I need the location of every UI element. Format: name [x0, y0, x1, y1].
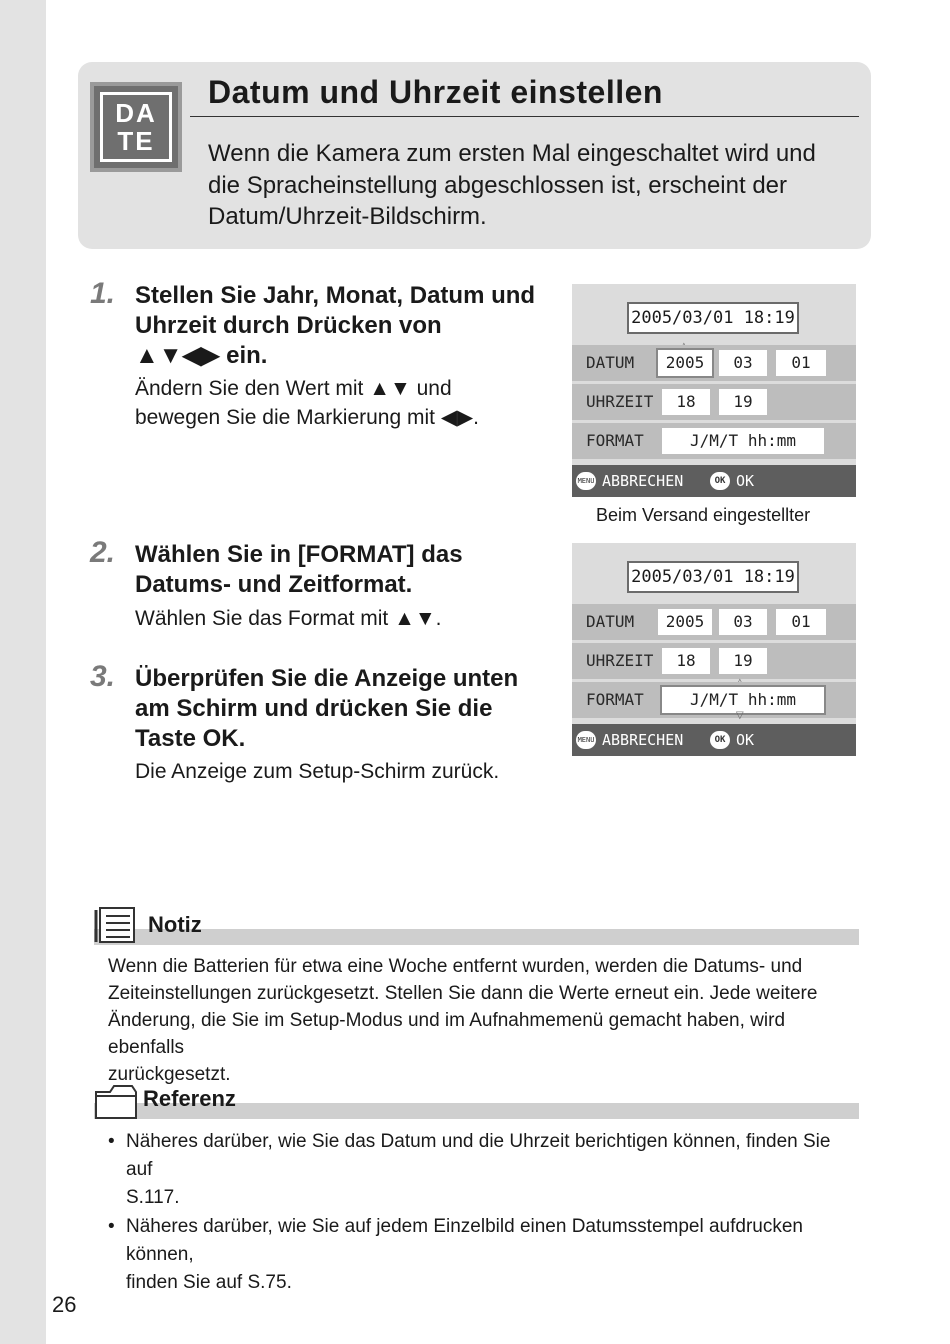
step-heading-line: am Schirm und drücken Sie die	[135, 695, 493, 722]
note-line: Änderung, die Sie im Setup-Modus und im Aufnahmemenü gemacht haben, wird ebenfalls	[108, 1010, 786, 1058]
folder-icon	[92, 1078, 142, 1122]
step-heading-line: Datums- und Zeitformat.	[135, 571, 413, 598]
format-value: J/M/T hh:mm	[662, 687, 824, 713]
step-description-line: Die Anzeige zum Setup-Schirm zurück.	[135, 760, 500, 783]
camera-screen-date-setting	[572, 284, 856, 497]
step-description-line: Wählen Sie das Format mit ▲▼.	[135, 607, 442, 630]
step-2-description	[135, 604, 442, 633]
intro-line: Wenn die Kamera zum ersten Mal eingeschaltet wird und	[208, 140, 816, 167]
step-heading-line: Taste OK.	[135, 725, 246, 752]
reference-line: S.117.	[126, 1187, 180, 1208]
minute-value: 19	[719, 648, 767, 674]
step-heading-line: Wählen Sie in [FORMAT] das	[135, 541, 463, 568]
format-value: J/M/T hh:mm	[662, 428, 824, 454]
step-2-heading	[135, 540, 463, 600]
datum-label: DATUM	[586, 612, 635, 631]
step-3-description	[135, 757, 499, 786]
page-title: Datum und Uhrzeit einstellen	[208, 74, 663, 110]
screen-footer-bar	[572, 724, 856, 756]
bullet: •	[108, 1131, 115, 1152]
date-icon-text-bottom: TE	[117, 126, 155, 156]
reference-line: Näheres darüber, wie Sie auf jedem Einzelbild einen Datumsstempel aufdrucken können,	[126, 1216, 803, 1265]
year-value: 2005	[658, 350, 712, 376]
bullet: •	[108, 1216, 115, 1237]
down-caret-icon: ▽	[736, 710, 744, 721]
hour-value: 18	[662, 648, 710, 674]
step-3-number: 3.	[90, 660, 116, 693]
title-divider	[190, 116, 859, 117]
reference-item	[108, 1213, 858, 1297]
note-line: zurückgesetzt.	[108, 1064, 231, 1085]
day-value: 01	[776, 350, 826, 376]
reference-list	[108, 1128, 858, 1298]
uhrzeit-row	[572, 384, 856, 420]
step-heading-line: ▲▼◀▶ ein.	[135, 342, 268, 369]
uhrzeit-label: UHRZEIT	[586, 392, 654, 411]
step-1-heading	[135, 281, 535, 371]
datum-row	[572, 604, 856, 640]
note-line: Zeiteinstellungen zurückgesetzt. Stellen Sie dann die Werte erneut ein. Jede weitere	[108, 983, 818, 1004]
note-line: Wenn die Batterien für etwa eine Woche entfernt wurden, werden die Datums- und	[108, 956, 803, 977]
menu-button-icon: MENU	[576, 472, 596, 490]
intro-line: Datum/Uhrzeit-Bildschirm.	[208, 203, 487, 230]
date-icon-text-top: DA	[115, 98, 157, 128]
datetime-display: 2005/03/01 18:19	[627, 561, 799, 593]
format-row	[572, 423, 856, 459]
page-number: 26	[52, 1292, 77, 1317]
camera-screen-format-setting	[572, 543, 856, 756]
intro-line: die Spracheinstellung abgeschlossen ist, erscheint der	[208, 171, 788, 199]
cancel-label: ABBRECHEN	[602, 731, 684, 749]
step-2-number: 2.	[90, 536, 116, 569]
intro-text	[208, 138, 863, 233]
hour-value: 18	[662, 389, 710, 415]
year-value: 2005	[658, 609, 712, 635]
note-header-bar	[94, 929, 859, 945]
uhrzeit-label: UHRZEIT	[586, 651, 654, 670]
ok-label: OK	[736, 472, 755, 490]
month-value: 03	[719, 609, 767, 635]
step-heading-line: Überprüfen Sie die Anzeige unten	[135, 665, 519, 692]
reference-item	[108, 1128, 858, 1212]
format-label: FORMAT	[586, 690, 644, 709]
step-1-description	[135, 374, 479, 432]
reference-line: finden Sie auf S.75.	[126, 1272, 292, 1293]
step-description-line: Ändern Sie den Wert mit ▲▼ und	[135, 377, 452, 400]
datum-label: DATUM	[586, 353, 635, 372]
step-1-number: 1.	[90, 277, 116, 310]
screen-caption: Beim Versand eingestellter	[596, 505, 811, 525]
page-sidebar	[0, 0, 46, 1344]
reference-line: Näheres darüber, wie Sie das Datum und die Uhrzeit berichtigen können, finden Sie auf	[126, 1131, 831, 1180]
step-description-line: bewegen Sie die Markierung mit ◀▶.	[135, 406, 479, 429]
notepad-icon	[92, 904, 142, 946]
datetime-display: 2005/03/01 18:19	[627, 302, 799, 334]
note-title: Notiz	[148, 912, 202, 937]
screen-footer-bar	[572, 465, 856, 497]
format-row	[572, 682, 856, 718]
step-3-heading	[135, 664, 518, 754]
minute-value: 19	[719, 389, 767, 415]
menu-button-icon: MENU	[576, 731, 596, 749]
date-icon	[90, 82, 182, 172]
day-value: 01	[776, 609, 826, 635]
reference-title: Referenz	[143, 1086, 236, 1111]
ok-label: OK	[736, 731, 755, 749]
cancel-label: ABBRECHEN	[602, 472, 684, 490]
datum-row	[572, 345, 856, 381]
month-value: 03	[719, 350, 767, 376]
note-body	[108, 953, 848, 1088]
format-label: FORMAT	[586, 431, 644, 450]
step-heading-line: Stellen Sie Jahr, Monat, Datum und	[135, 282, 536, 309]
ok-button-icon: OK	[710, 472, 730, 490]
step-heading-line: Uhrzeit durch Drücken von	[135, 312, 442, 339]
uhrzeit-row	[572, 643, 856, 679]
ok-button-icon: OK	[710, 731, 730, 749]
